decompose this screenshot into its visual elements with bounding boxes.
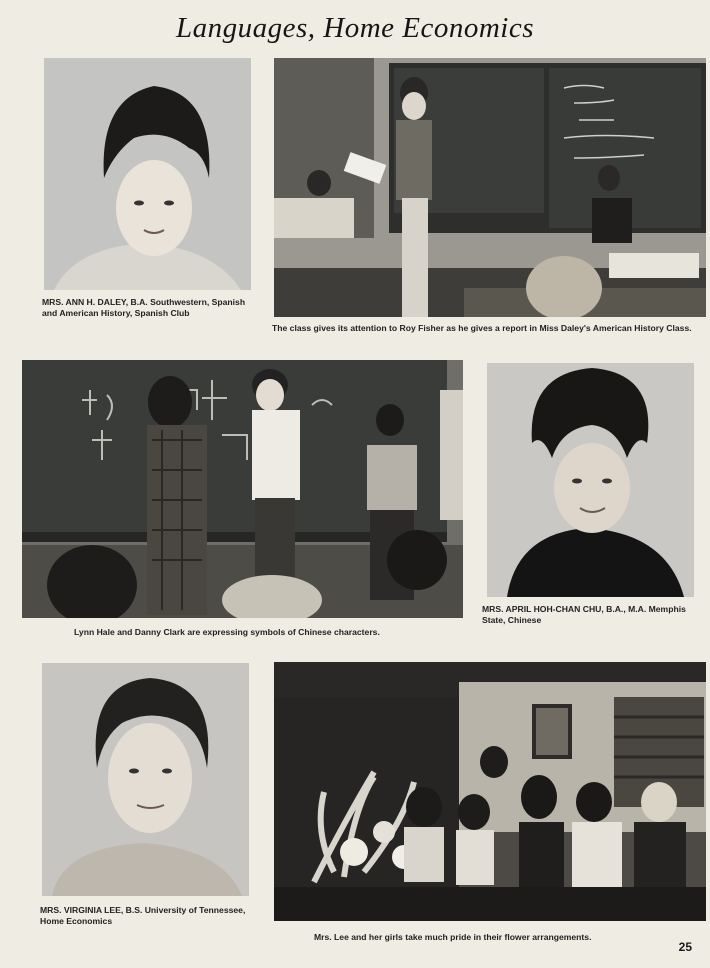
chalkboard-photo [22, 360, 463, 618]
caption-daley-portrait: MRS. ANN H. DALEY, B.A. Southwestern, Spanish and American History, Spanish Club [42, 297, 246, 318]
caption-classroom-report: The class gives its attention to Roy Fisher as he gives a report in Miss Daley's American History Class. [272, 323, 692, 333]
portrait-photo-lee [42, 663, 249, 896]
caption-chu-portrait: MRS. APRIL HOH-CHAN CHU, B.A., M.A. Memphis State, Chinese [482, 604, 686, 625]
flower-arrangement-photo [274, 662, 706, 921]
classroom-report-photo [274, 58, 706, 317]
portrait-photo-daley [44, 58, 251, 290]
caption-flower-arrangements: Mrs. Lee and her girls take much pride in their flower arrangements. [314, 932, 592, 942]
portrait-photo-chu [487, 363, 694, 597]
page-title: Languages, Home Economics [175, 12, 535, 44]
caption-lee-portrait: MRS. VIRGINIA LEE, B.S. University of Tennessee, Home Economics [40, 905, 246, 926]
page-number: 25 [678, 940, 692, 954]
caption-chalkboard: Lynn Hale and Danny Clark are expressing symbols of Chinese characters. [74, 627, 380, 637]
